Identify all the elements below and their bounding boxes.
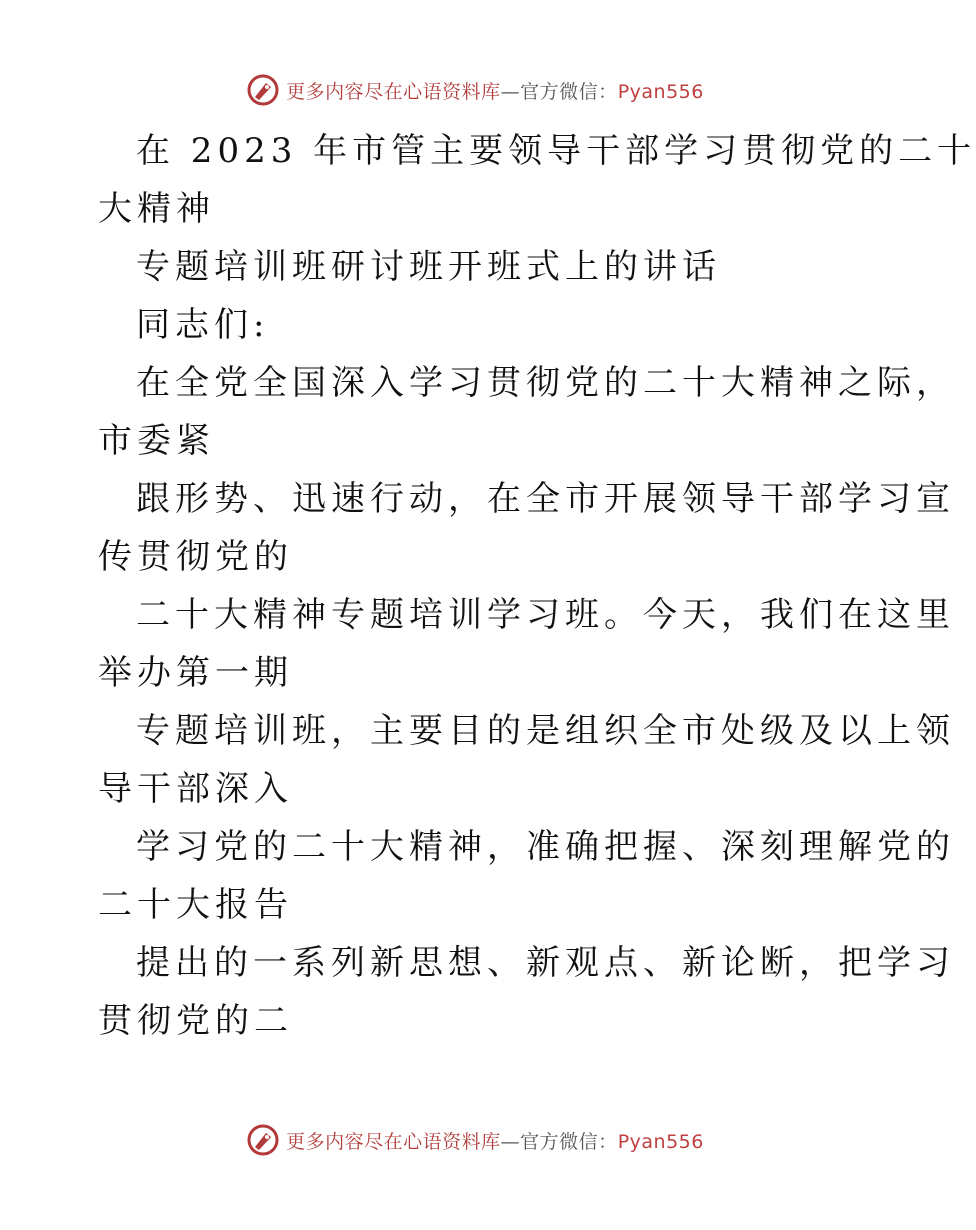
watermark-separator: — <box>500 80 521 103</box>
salutation: 同志们: <box>136 305 270 345</box>
document-body <box>98 122 976 1050</box>
paragraph-line: 专题培训班，主要目的是组织全市处级及以上领 <box>136 711 955 751</box>
footer-watermark <box>0 1120 950 1160</box>
paragraph-line: 二十大报告 <box>98 885 293 925</box>
pen-nib-logo-icon <box>246 73 280 107</box>
watermark-wechat-id: Pyan556 <box>617 80 704 103</box>
pen-nib-logo-icon <box>246 1123 280 1157</box>
paragraph-line: 传贯彻党的 <box>98 537 293 577</box>
title-line-1: 在 2023 年市管主要领导干部学习贯彻党的二十 <box>136 131 976 171</box>
paragraph-line: 举办第一期 <box>98 653 293 693</box>
header-watermark <box>0 70 950 110</box>
paragraph-line: 贯彻党的二 <box>98 1001 293 1041</box>
watermark-text <box>286 77 704 104</box>
paragraph-line: 在全党全国深入学习贯彻党的二十大精神之际， <box>136 363 955 403</box>
watermark-label: 官方微信： <box>520 80 618 103</box>
paragraph-line: 二十大精神专题培训学习班。今天，我们在这里 <box>136 595 955 635</box>
watermark-text <box>286 1127 704 1154</box>
paragraph-line: 提出的一系列新思想、新观点、新论断，把学习 <box>136 943 955 983</box>
watermark-main: 更多内容尽在心语资料库 <box>286 1130 501 1153</box>
paragraph-line: 学习党的二十大精神，准确把握、深刻理解党的 <box>136 827 955 867</box>
paragraph-line: 跟形势、迅速行动，在全市开展领导干部学习宣 <box>136 479 955 519</box>
watermark-separator: — <box>500 1130 521 1153</box>
watermark-label: 官方微信： <box>520 1130 618 1153</box>
title-line-2: 大精神 <box>98 189 215 229</box>
watermark-main: 更多内容尽在心语资料库 <box>286 80 501 103</box>
watermark-wechat-id: Pyan556 <box>617 1130 704 1153</box>
paragraph-line: 市委紧 <box>98 421 215 461</box>
subtitle-line: 专题培训班研讨班开班式上的讲话 <box>136 247 721 287</box>
paragraph-line: 导干部深入 <box>98 769 293 809</box>
